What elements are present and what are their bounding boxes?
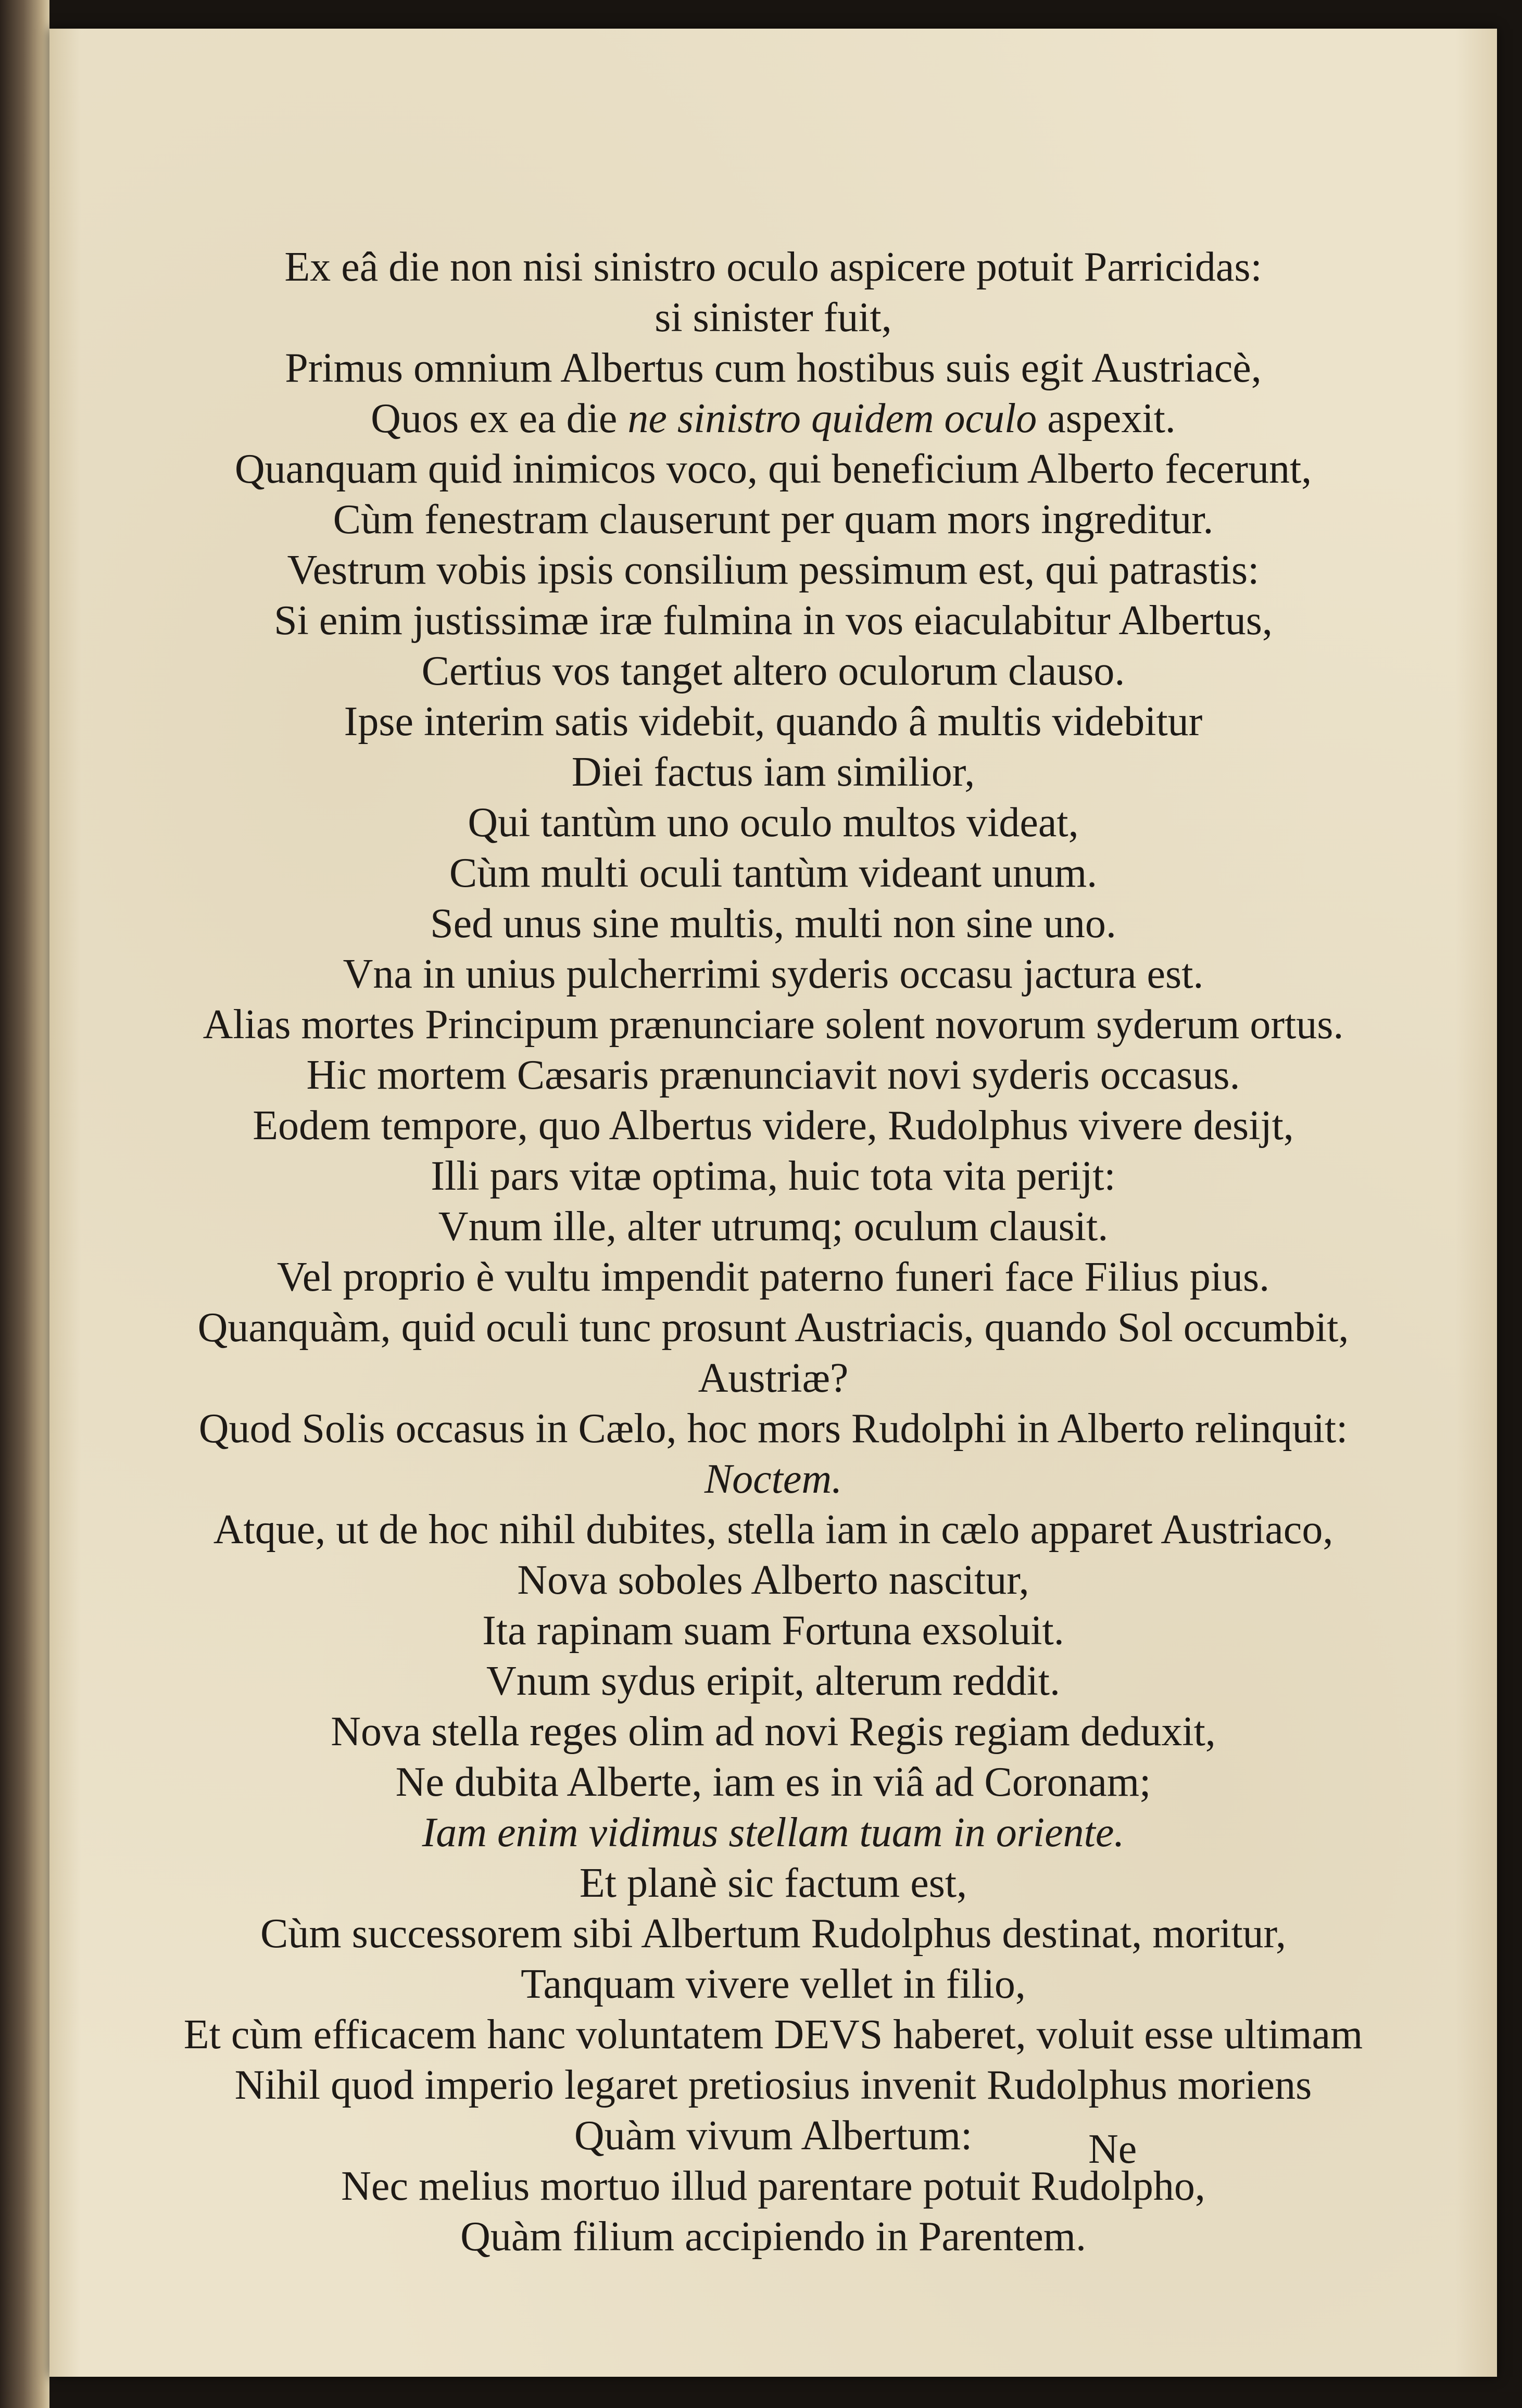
italic-phrase: ne sinistro quidem oculo [627,396,1037,442]
text-line: Vnum ille, alter utrumq; oculum clausit. [438,1204,1109,1250]
text-line: Eodem tempore, quo Albertus videre, Rudolphus vivere desijt, [253,1103,1294,1149]
text-line: Ex eâ die non nisi sinistro oculo aspicere potuit Parricidas: [284,244,1262,290]
text-line: Nihil quod imperio legaret pretiosius invenit Rudolphus moriens [234,2062,1312,2108]
text-line: Vnum sydus eripit, alterum reddit. [486,1658,1061,1704]
text-line: Diei factus iam similior, [571,749,975,795]
text-line: Austriæ? [698,1355,849,1401]
text-line: si sinister fuit, [655,295,892,341]
text-line: Quàm vivum Albertum: [574,2113,973,2159]
text-line: Cùm successorem sibi Albertum Rudolphus destinat, moritur, [260,1911,1286,1957]
text-line: Quàm filium accipiendo in Parentem. [460,2214,1086,2260]
text-line: Vestrum vobis ipsis consilium pessimum est, qui patrastis: [287,547,1260,593]
text-line: Et planè sic factum est, [579,1860,967,1906]
text-line: Noctem. [704,1456,842,1502]
text-line: Quod Solis occasus in Cælo, hoc mors Rudolphi in Alberto relinquit: [198,1406,1348,1452]
text-line: Quanquam quid inimicos voco, qui beneficium Alberto fecerunt, [234,446,1312,492]
text-line: Atque, ut de hoc nihil dubites, stella iam in cælo apparet Austriaco, [213,1507,1334,1553]
text-line: Nova soboles Alberto nascitur, [517,1557,1029,1603]
catchword: Ne [1088,2126,1137,2172]
text-line: Vel proprio è vultu impendit paterno funeri face Filius pius. [276,1254,1270,1300]
text-line: Et cùm efficacem hanc voluntatem DEVS haberet, voluit esse ultimam [183,2012,1363,2058]
text-line: Illi pars vitæ optima, huic tota vita perijt: [431,1153,1116,1199]
text-line: Ita rapinam suam Fortuna exsoluit. [482,1608,1064,1654]
text-line: Nec melius mortuo illud parentare potuit Rudolpho, [341,2163,1205,2209]
text-line: Cùm multi oculi tantùm videant unum. [449,850,1098,896]
text-line: Quanquàm, quid oculi tunc prosunt Austriacis, quando Sol occumbit, [197,1305,1349,1351]
text-line: Si enim justissimæ iræ fulmina in vos eiaculabitur Albertus, [274,598,1273,644]
text-line: Hic mortem Cæsaris prænunciavit novi syderis occasus. [306,1052,1240,1098]
text-line: Primus omnium Albertus cum hostibus suis egit Austriacè, [285,345,1262,391]
text-line-start: Quos ex ea die [371,396,628,442]
text-line [49,394,1497,444]
book-spine-shadow [0,0,49,2408]
text-line: Alias mortes Principum prænunciare solent novorum syderum ortus. [203,1002,1344,1048]
text-line: Tanquam vivere vellet in filio, [521,1961,1026,2007]
text-line: Ne dubita Alberte, iam es in viâ ad Coronam; [395,1759,1151,1805]
text-line: Sed unus sine multis, multi non sine uno. [430,901,1116,947]
text-line: Certius vos tanget altero oculorum clauso. [421,648,1125,694]
text-block [49,242,1497,2262]
text-line: Cùm fenestram clauserunt per quam mors ingreditur. [333,497,1214,543]
text-line: Qui tantùm uno oculo multos videat, [468,800,1079,846]
text-line-end: aspexit. [1037,396,1176,442]
text-line: Nova stella reges olim ad novi Regis regiam deduxit, [331,1709,1216,1755]
text-line: Iam enim vidimus stellam tuam in oriente. [422,1810,1125,1856]
text-line: Ipse interim satis videbit, quando â multis videbitur [344,699,1203,745]
text-line: Vna in unius pulcherrimi syderis occasu jactura est. [343,951,1204,997]
